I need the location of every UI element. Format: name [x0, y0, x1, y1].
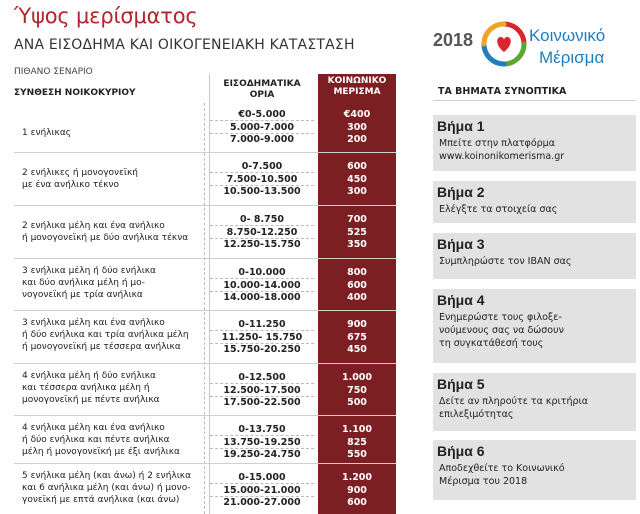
household-description-line: ή μονογονεϊκή με δύο ανήλικα τέκνα: [22, 233, 189, 243]
dividend-amount: 600: [347, 279, 367, 291]
step-title: Βήμα 6: [437, 443, 485, 459]
income-bracket: 21.000-27.000: [223, 497, 301, 508]
row-divider: [14, 310, 396, 311]
household-description-line: με ένα ανήλικο τέκνο: [22, 180, 119, 190]
step-card: [433, 233, 636, 279]
table-row: [14, 466, 396, 514]
income-bracket: €0-5.000: [210, 109, 314, 121]
step-description-line: Ελέγξτε τα στοιχεία σας: [439, 204, 558, 215]
scenario-label: ΠΙΘΑΝΟ ΣΕΝΑΡΙΟ: [14, 67, 93, 77]
income-bracket: 12.250-15.750: [223, 239, 301, 250]
logo-text-line2: Μέρισμα: [539, 48, 605, 67]
income-bracket: 0-12.500: [210, 372, 314, 384]
household-description-line: ή δύο ενήλικα και πέντε ανήλικα: [22, 435, 170, 445]
step-description-line: Δείτε αν πληρούτε τα κριτήρια: [439, 396, 588, 407]
household-description-line: 3 ενήλικα μέλη και ένα ανήλικο: [22, 318, 165, 328]
household-column-header: ΣΥΝΘΕΣΗ ΝΟΙΚΟΚΥΡΙΟΥ: [14, 88, 136, 98]
dividend-amount: 675: [347, 331, 367, 343]
amount-header-line1: ΚΟΙΝΩΝΙΚΟ: [327, 76, 387, 86]
step-card: [433, 289, 636, 363]
income-bracket: 0-10.000: [210, 267, 314, 279]
dividend-amount: 500: [347, 397, 367, 408]
dividend-amount: 350: [347, 239, 367, 250]
household-description-line: 2 ενήλικα μέλη και ένα ανήλικο: [22, 221, 165, 231]
dividend-amount: 900: [347, 484, 367, 496]
dividend-amount: 825: [347, 436, 367, 448]
step-title: Βήμα 3: [437, 236, 485, 252]
step-description-line: Ενημερώστε τους φιλοξε-: [439, 312, 562, 323]
income-column-header: [210, 79, 314, 101]
dividend-amount: 525: [347, 226, 367, 238]
row-divider: [14, 258, 396, 259]
income-bracket: 0- 8.750: [210, 214, 314, 226]
dividend-amount: 700: [347, 214, 367, 225]
page-subtitle: ΑΝΑ ΕΙΣΟΔΗΜΑ ΚΑΙ ΟΙΚΟΓΕΝΕΙΑΚΗ ΚΑΤΑΣΤΑΣΗ: [14, 37, 355, 53]
dividend-amount: 450: [347, 173, 367, 185]
step-card: [433, 181, 636, 223]
household-description-line: ή μονογονεϊκή με τέσσερα ανήλικα: [22, 342, 181, 352]
household-description-line: ή δύο ενήλικα και τρία ανήλικα μέλη: [22, 330, 189, 340]
dividend-amount: €400: [343, 109, 371, 120]
step-card: [433, 440, 636, 500]
income-bracket: 7.500-10.500: [210, 174, 314, 186]
table-row: [14, 418, 396, 466]
household-description-line: 4 ενήλικα μέλη ή δύο ενήλικα: [22, 371, 156, 381]
amount-column-header: [318, 74, 396, 100]
household-description: [22, 167, 207, 191]
row-divider: [14, 415, 396, 416]
page-title: Ύψος μερίσματος: [14, 4, 198, 28]
step-description-line: Αποδεχθείτε το Κοινωνικό: [439, 463, 565, 474]
household-description-line: 3 ενήλικα μέλη ή δύο ενήλικα: [22, 266, 156, 276]
koinoniko-merisma-logo: [433, 20, 633, 76]
income-bracket: 15.000-21.000: [210, 485, 314, 497]
income-bracket: 13.750-19.250: [210, 437, 314, 449]
steps-divider: [433, 100, 636, 101]
step-description: [439, 137, 634, 163]
dividend-amount: 300: [347, 121, 367, 133]
income-bracket: 12.500-17.500: [210, 385, 314, 397]
step-description: [439, 462, 634, 488]
household-description-line: νογονεϊκή με τρία ανήλικα: [22, 290, 143, 300]
household-description: [22, 127, 207, 139]
dividend-amount: 400: [347, 292, 367, 303]
row-divider: [14, 152, 396, 153]
step-card: [433, 115, 636, 171]
household-description-line: και 6 ανήλικα μέλη (και άνω) ή μονο-: [22, 483, 191, 493]
step-title: Βήμα 1: [437, 118, 485, 134]
income-bracket: 15.750-20.250: [223, 344, 301, 355]
table-row: [14, 366, 396, 414]
dividend-amount: 1.200: [341, 472, 373, 483]
income-bracket: 19.250-24.750: [223, 449, 301, 460]
dividend-amount: 1.100: [341, 424, 373, 435]
step-description: [439, 255, 634, 268]
income-bracket: 10.500-13.500: [223, 186, 301, 197]
household-description-line: γονεϊκή με επτά ανήλικα (και άνω): [22, 495, 180, 505]
dividend-amount: 200: [347, 134, 367, 145]
step-description-line: επιλεξιμότητας: [439, 409, 514, 420]
step-card: [433, 373, 636, 431]
household-description-line: 1 ενήλικας: [22, 128, 72, 138]
row-divider: [14, 205, 396, 206]
household-description-line: μονογονεϊκή με πέντε ανήλικα: [22, 395, 160, 405]
table-row: [14, 261, 396, 309]
income-bracket: 0-13.750: [210, 424, 314, 436]
dividend-amount: 600: [347, 497, 367, 508]
step-description-line: www.koinonikomerisma.gr: [439, 151, 565, 162]
household-description-line: 2 ενήλικες ή μονογονεϊκή: [22, 168, 138, 178]
row-divider: [14, 363, 396, 364]
household-description-line: 5 ενήλικα μέλη (και άνω) ή 2 ενήλικα: [22, 471, 192, 481]
step-description-line: Συμπληρώστε τον IBAN σας: [439, 256, 572, 267]
income-bracket: 7.000-9.000: [229, 134, 295, 145]
table-row: [14, 155, 396, 203]
household-description-line: και τέσσερα ανήλικα μέλη ή: [22, 383, 150, 393]
dividend-amount: 550: [347, 449, 367, 460]
household-description: [22, 317, 207, 353]
income-header-line2: ΟΡΙΑ: [249, 90, 275, 100]
household-description-line: μέλη ή μονογονεϊκή με έξι ανήλικα: [22, 447, 180, 457]
step-description: [439, 395, 634, 421]
income-bracket: 0-11.250: [210, 319, 314, 331]
dividend-amount: 750: [347, 384, 367, 396]
household-description: [22, 370, 207, 406]
dividend-amount: 900: [347, 319, 367, 330]
income-bracket: 10.000-14.000: [210, 280, 314, 292]
step-title: Βήμα 5: [437, 376, 485, 392]
income-bracket: 17.500-22.500: [223, 397, 301, 408]
household-description: [22, 422, 207, 458]
step-description-line: τη συγκατάθεσή τους: [439, 338, 544, 349]
household-description: [22, 470, 207, 506]
household-description-line: 4 ενήλικα μέλη και ένα ανήλικο: [22, 423, 165, 433]
dividend-amount: 800: [347, 267, 367, 278]
step-title: Βήμα 2: [437, 184, 485, 200]
household-description-line: και δύο ανήλικα μέλη ή μο-: [22, 278, 145, 288]
step-description-line: Μέρισμα του 2018: [439, 476, 528, 487]
amount-header-line2: ΜΕΡΙΣΜΑ: [333, 87, 381, 97]
table-row: [14, 313, 396, 361]
income-bracket: 5.000-7.000: [210, 122, 314, 134]
step-description-line: νούμενους σας να δώσουν: [439, 325, 564, 336]
step-description: [439, 311, 634, 350]
household-description: [22, 265, 207, 301]
row-divider: [14, 463, 396, 464]
logo-year: 2018: [433, 30, 474, 50]
income-bracket: 8.750-12.250: [210, 227, 314, 239]
steps-title: ΤΑ ΒΗΜΑΤΑ ΣΥΝΟΠΤΙΚΑ: [438, 86, 567, 97]
income-bracket: 0-7.500: [210, 161, 314, 173]
dividend-amount: 450: [347, 344, 367, 355]
income-bracket: 14.000-18.000: [223, 292, 301, 303]
step-description: [439, 203, 634, 216]
dividend-amount: 300: [347, 186, 367, 197]
income-bracket: 11.250- 15.750: [210, 332, 314, 344]
income-header-line1: ΕΙΣΟΔΗΜΑΤΙΚΑ: [223, 79, 301, 89]
table-row: [14, 208, 396, 256]
dividend-amount: 600: [347, 161, 367, 172]
logo-text-line1: Κοινωνικό: [529, 26, 606, 45]
household-description: [22, 220, 207, 244]
dividend-amount: 1.000: [341, 372, 373, 383]
income-bracket: 0-15.000: [210, 472, 314, 484]
hands-heart-icon: [481, 20, 527, 70]
step-description-line: Μπείτε στην πλατφόρμα: [439, 138, 555, 149]
step-title: Βήμα 4: [437, 292, 485, 308]
table-row: [14, 103, 396, 151]
